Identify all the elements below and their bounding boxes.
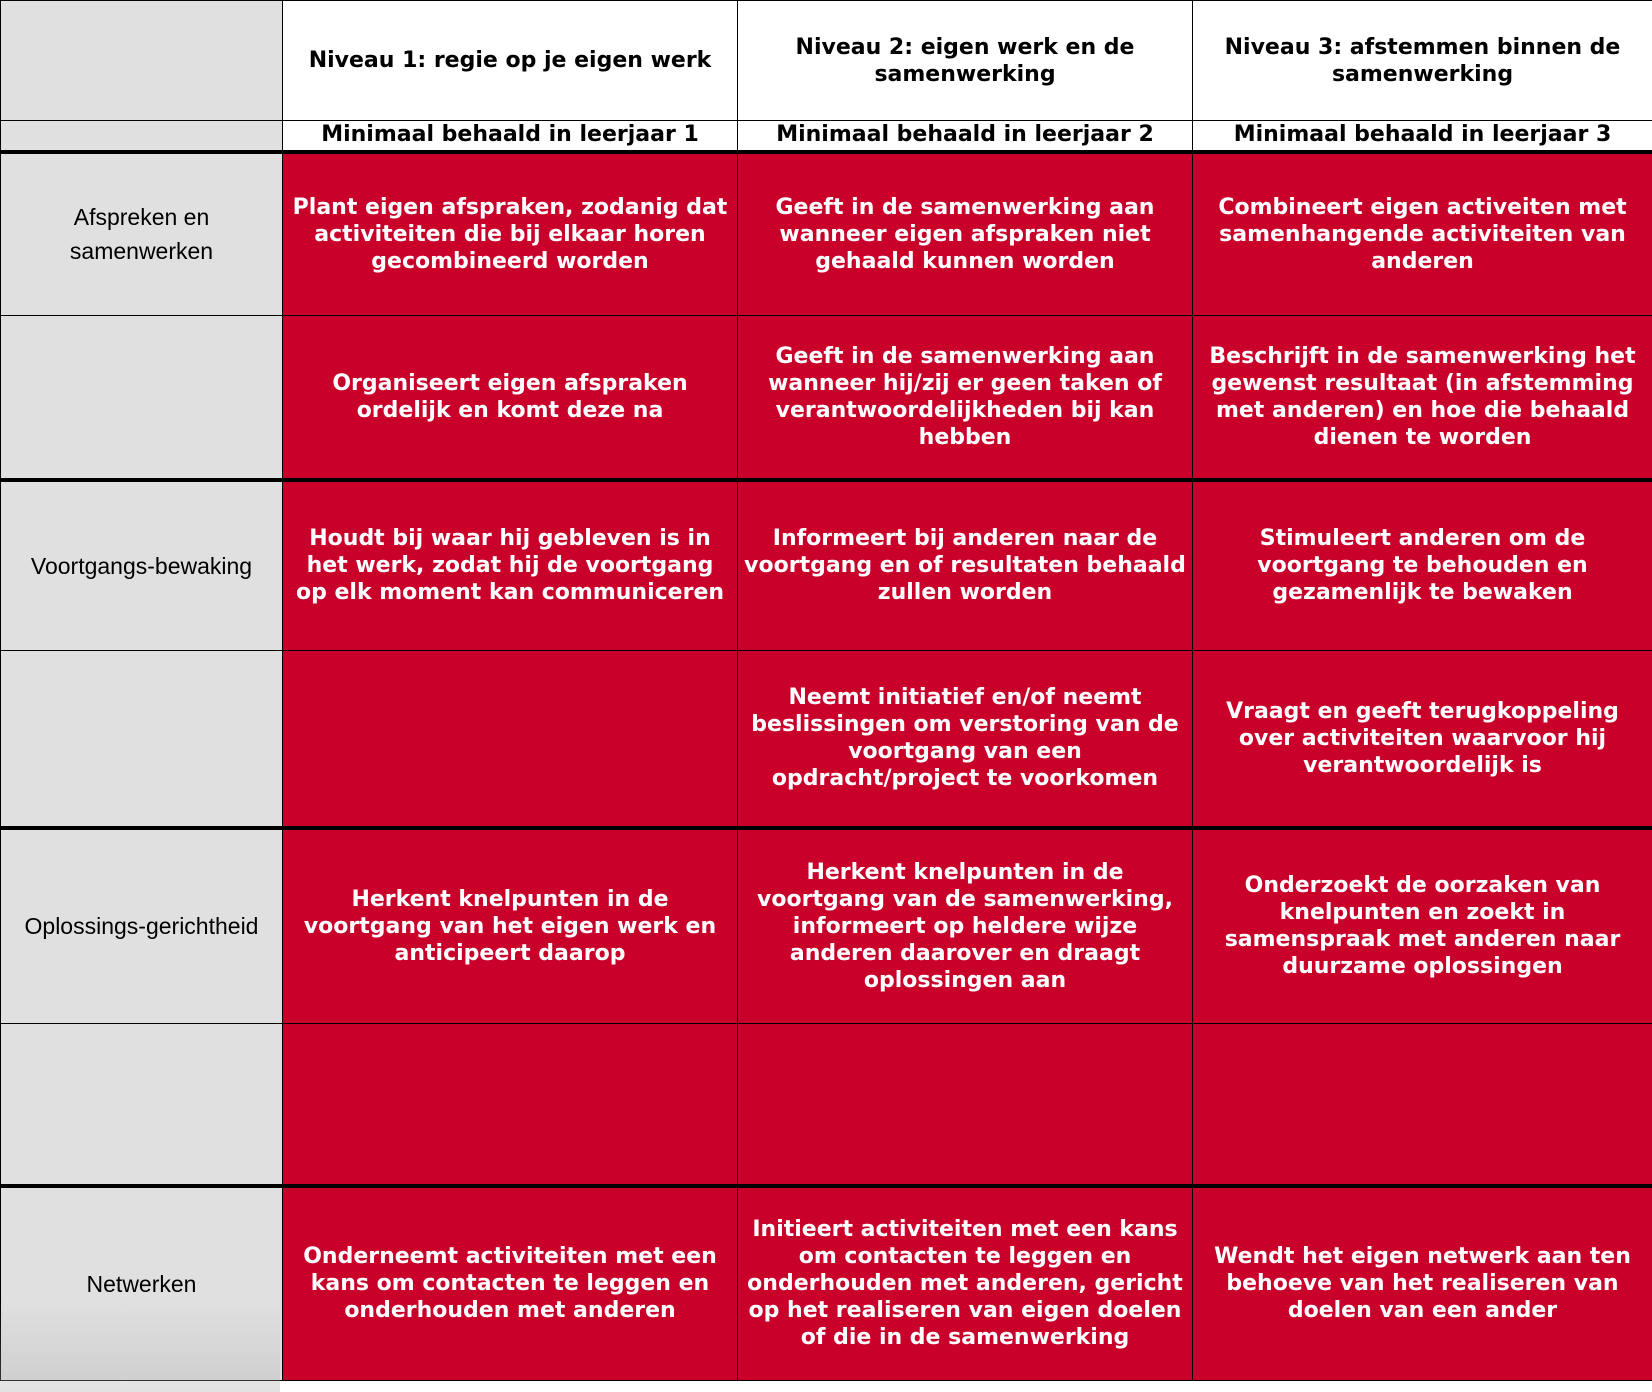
table-row bbox=[1, 1186, 1652, 1381]
rubric-cell: Wendt het eigen netwerk aan ten behoeve van het realiseren van doelen van een ander bbox=[1193, 1186, 1652, 1381]
rubric-cell: Onderneemt activiteiten met een kans om contacten te leggen en onderhouden met anderen bbox=[283, 1186, 738, 1381]
corner-cell bbox=[1, 1, 283, 121]
rubric-cell bbox=[283, 651, 738, 828]
table-row bbox=[1, 828, 1652, 1024]
table-row bbox=[1, 152, 1652, 316]
rubric-cell: Organiseert eigen afspraken ordelijk en komt deze na bbox=[283, 316, 738, 480]
row-label bbox=[1, 1024, 283, 1186]
rubric-cell: Geeft in de samenwerking aan wanneer eigen afspraken niet gehaald kunnen worden bbox=[738, 152, 1193, 316]
rubric-cell bbox=[1193, 1024, 1652, 1186]
rubric-cell bbox=[738, 1024, 1193, 1186]
rubric-cell: Vraagt en geeft terugkoppeling over activiteiten waarvoor hij verantwoordelijk is bbox=[1193, 651, 1652, 828]
rubric-cell: Neemt initiatief en/of neemt beslissingen om verstoring van de voortgang van een opdracht/project te voorkomen bbox=[738, 651, 1193, 828]
level-1-header: Niveau 1: regie op je eigen werk bbox=[283, 1, 738, 121]
rubric-cell: Plant eigen afspraken, zodanig dat activiteiten die bij elkaar horen gecombineerd worden bbox=[283, 152, 738, 316]
row-label bbox=[1, 316, 283, 480]
table-row bbox=[1, 651, 1652, 828]
rubric-cell: Houdt bij waar hij gebleven is in het werk, zodat hij de voortgang op elk moment kan communiceren bbox=[283, 480, 738, 651]
row-label: Netwerken bbox=[1, 1186, 283, 1381]
row-label: Voortgangs-bewaking bbox=[1, 480, 283, 651]
minimum-year-row bbox=[1, 121, 1652, 152]
level-2-header: Niveau 2: eigen werk en de samenwerking bbox=[738, 1, 1193, 121]
table-row bbox=[1, 316, 1652, 480]
table-row bbox=[1, 1024, 1652, 1186]
level-3-header: Niveau 3: afstemmen binnen de samenwerking bbox=[1193, 1, 1652, 121]
minimum-year-2: Minimaal behaald in leerjaar 2 bbox=[738, 121, 1193, 152]
rubric-cell: Herkent knelpunten in de voortgang van de samenwerking, informeert op heldere wijze anderen daarover en draagt oplossingen aan bbox=[738, 828, 1193, 1024]
rubric-cell: Combineert eigen activeiten met samenhangende activiteiten van anderen bbox=[1193, 152, 1652, 316]
minimum-year-1: Minimaal behaald in leerjaar 1 bbox=[283, 121, 738, 152]
rubric-cell: Beschrijft in de samenwerking het gewenst resultaat (in afstemming met anderen) en hoe die behaald dienen te worden bbox=[1193, 316, 1652, 480]
rubric-cell: Stimuleert anderen om de voortgang te behouden en gezamenlijk te bewaken bbox=[1193, 480, 1652, 651]
corner-sub-cell bbox=[1, 121, 283, 152]
row-label bbox=[1, 651, 283, 828]
rubric-cell: Informeert bij anderen naar de voortgang en of resultaten behaald zullen worden bbox=[738, 480, 1193, 651]
rubric-cell: Initieert activiteiten met een kans om contacten te leggen en onderhouden met anderen, gericht op het realiseren van eigen doelen of die in de samenwerking bbox=[738, 1186, 1193, 1381]
rubric-cell: Herkent knelpunten in de voortgang van het eigen werk en anticipeert daarop bbox=[283, 828, 738, 1024]
level-header-row bbox=[1, 1, 1652, 121]
row-label: Oplossings-gerichtheid bbox=[1, 828, 283, 1024]
rubric-cell: Geeft in de samenwerking aan wanneer hij/zij er geen taken of verantwoordelijkheden bij kan hebben bbox=[738, 316, 1193, 480]
row-label: Afspreken en samenwerken bbox=[1, 152, 283, 316]
minimum-year-3: Minimaal behaald in leerjaar 3 bbox=[1193, 121, 1652, 152]
rubric-cell bbox=[283, 1024, 738, 1186]
rubric-cell: Onderzoekt de oorzaken van knelpunten en zoekt in samenspraak met anderen naar duurzame oplossingen bbox=[1193, 828, 1652, 1024]
table-row bbox=[1, 480, 1652, 651]
